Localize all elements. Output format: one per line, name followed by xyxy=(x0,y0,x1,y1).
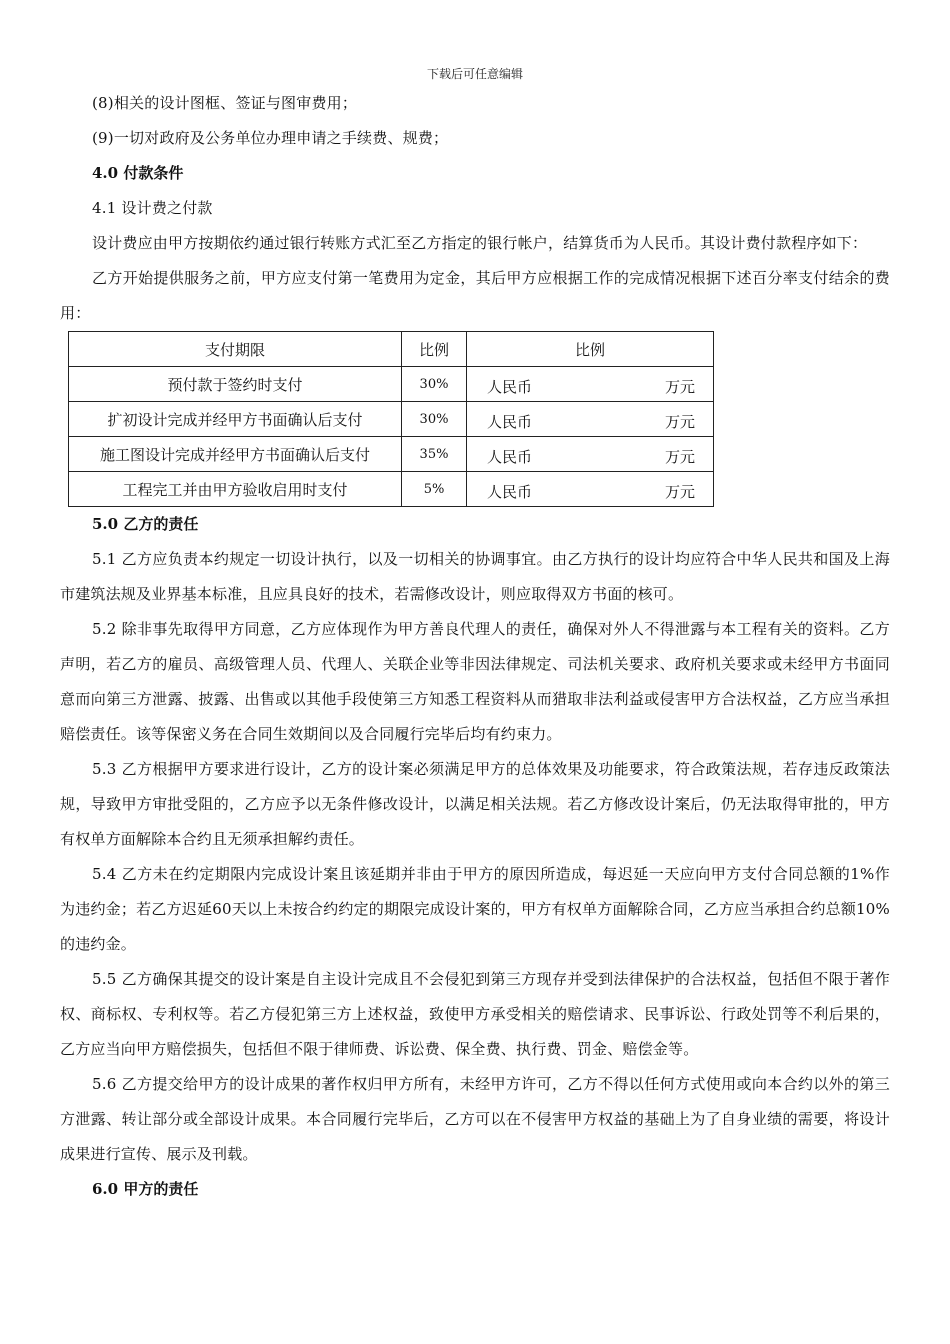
section-4-title: 4.0 付款条件 xyxy=(92,164,184,182)
unit-label: 万元 xyxy=(664,448,695,466)
table-cell-amount xyxy=(467,437,714,472)
table-row xyxy=(69,402,714,437)
table-cell-term: 扩初设计完成并经甲方书面确认后支付 xyxy=(69,402,402,437)
table-cell-amount xyxy=(467,402,714,437)
table-header: 支付期限 xyxy=(69,332,402,367)
clause-5-2: 5.2 除非事先取得甲方同意，乙方应体现作为甲方善良代理人的责任，确保对外人不得泄露与本工程有关的资料。乙方声明，若乙方的雇员、高级管理人员、代理人、关联企业等非因法律规定、司法机关要求、政府机关要求或未经甲方书面同意而向第三方泄露、披露、出售或以其他手段使第三方知悉工程资料从而猎取非法利益或侵害甲方合法权益，乙方应当承担赔偿责任。该等保密义务在合同生效期间以及合同履行完毕后均有约束力。 xyxy=(60,620,890,743)
table-row xyxy=(69,367,714,402)
payment-table xyxy=(68,331,714,507)
clause-5-1: 5.1 乙方应负责本约规定一切设计执行，以及一切相关的协调事宜。由乙方执行的设计均应符合中华人民共和国及上海市建筑法规及业界基本标准，且应具良好的技术，若需修改设计，则应取得双方书面的核可。 xyxy=(60,550,890,603)
table-cell-term: 工程完工并由甲方验收启用时支付 xyxy=(69,472,402,507)
payment-paragraph-1: 设计费应由甲方按期依约通过银行转账方式汇至乙方指定的银行帐户，结算货币为人民币。其设计费付款程序如下： xyxy=(92,234,868,252)
clause-5-3: 5.3 乙方根据甲方要求进行设计，乙方的设计案必须满足甲方的总体效果及功能要求，符合政策法规，若存违反政策法规，导致甲方审批受阻的，乙方应予以无条件修改设计，以满足相关法规。若乙方修改设计案后，仍无法取得审批的，甲方有权单方面解除本合约且无须承担解约责任。 xyxy=(60,760,890,848)
unit-label: 万元 xyxy=(664,413,695,431)
payment-paragraph-2: 乙方开始提供服务之前，甲方应支付第一笔费用为定金，其后甲方应根据工作的完成情况根据下述百分率支付结余的费用： xyxy=(60,269,890,322)
table-row xyxy=(69,472,714,507)
currency-label: 人民币 xyxy=(487,378,533,396)
clause-5-4: 5.4 乙方未在约定期限内完成设计案且该延期并非由于甲方的原因所造成，每迟延一天应向甲方支付合同总额的1%作为违约金；若乙方迟延60天以上未按合约约定的期限完成设计案的，甲方有权单方面解除合同，乙方应当承担合约总额10%的违约金。 xyxy=(60,865,890,953)
table-cell-term: 施工图设计完成并经甲方书面确认后支付 xyxy=(69,437,402,472)
table-header-row xyxy=(69,332,714,367)
currency-label: 人民币 xyxy=(487,483,533,501)
table-header: 比例 xyxy=(402,332,467,367)
currency-label: 人民币 xyxy=(487,448,533,466)
table-cell-ratio: 35% xyxy=(402,437,467,472)
section-6-title: 6.0 甲方的责任 xyxy=(92,1180,199,1198)
clause-5-5: 5.5 乙方确保其提交的设计案是自主设计完成且不会侵犯到第三方现存并受到法律保护的合法权益，包括但不限于著作权、商标权、专利权等。若乙方侵犯第三方上述权益，致使甲方承受相关的赔偿请求、民事诉讼、行政处罚等不利后果的，乙方应当向甲方赔偿损失，包括但不限于律师费、诉讼费、保全费、执行费、罚金、赔偿金等。 xyxy=(60,970,890,1058)
table-header: 比例 xyxy=(467,332,714,367)
table-cell-ratio: 5% xyxy=(402,472,467,507)
section-5-title: 5.0 乙方的责任 xyxy=(92,515,199,533)
table-cell-term: 预付款于签约时支付 xyxy=(69,367,402,402)
item-8: (8)相关的设计图框、签证与图审费用； xyxy=(92,94,358,112)
unit-label: 万元 xyxy=(664,378,695,396)
table-cell-ratio: 30% xyxy=(402,402,467,437)
currency-label: 人民币 xyxy=(487,413,533,431)
page-header: 下载后可任意编辑 xyxy=(426,67,523,81)
table-cell-ratio: 30% xyxy=(402,367,467,402)
table-row xyxy=(69,437,714,472)
item-9: (9)一切对政府及公务单位办理申请之手续费、规费； xyxy=(92,129,449,147)
unit-label: 万元 xyxy=(664,483,695,501)
clause-5-6: 5.6 乙方提交给甲方的设计成果的著作权归甲方所有，未经甲方许可，乙方不得以任何方式使用或向本合约以外的第三方泄露、转让部分或全部设计成果。本合同履行完毕后，乙方可以在不侵害甲方权益的基础上为了自身业绩的需要，将设计成果进行宣传、展示及刊载。 xyxy=(60,1075,890,1163)
table-cell-amount xyxy=(467,367,714,402)
table-cell-amount xyxy=(467,472,714,507)
section-4-1-title: 4.1 设计费之付款 xyxy=(92,199,213,217)
document-body xyxy=(60,86,890,1207)
